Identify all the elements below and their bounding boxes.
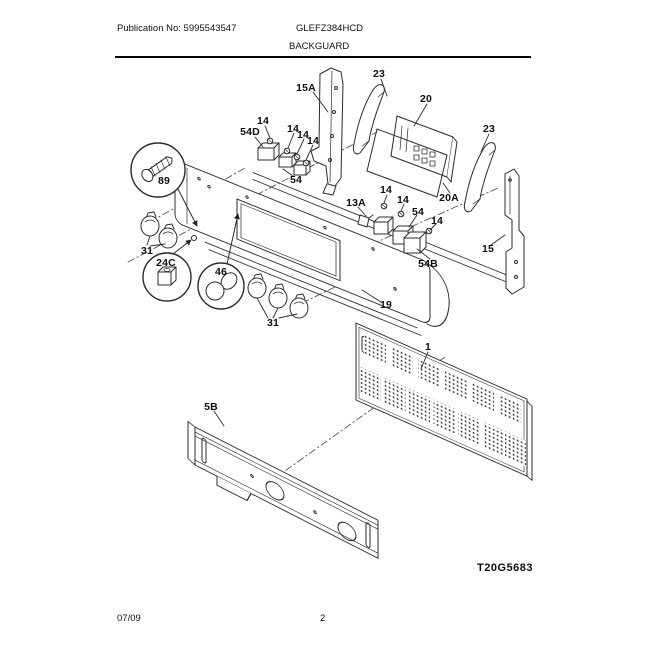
- part-label-14: 14: [379, 184, 393, 196]
- part-label-23: 23: [372, 68, 386, 80]
- part-label-54: 54: [289, 174, 303, 186]
- part-label-54d: 54D: [240, 126, 260, 138]
- bracket-23-left: [353, 85, 384, 154]
- knob-group-bottom: [248, 274, 308, 318]
- part-label-5b: 5B: [204, 401, 218, 413]
- part-label-14: 14: [306, 135, 320, 147]
- control-board-20: [391, 116, 457, 182]
- part-label-31: 31: [140, 245, 154, 257]
- rear-vent-panel-1: [356, 323, 532, 480]
- footer-page-number: 2: [320, 613, 326, 624]
- part-label-13a: 13A: [346, 197, 366, 209]
- part-label-24c: 24C: [156, 257, 176, 269]
- part-label-14: 14: [256, 115, 270, 127]
- part-label-14: 14: [286, 123, 300, 135]
- part-label-14: 14: [296, 129, 310, 141]
- side-panel-15: [505, 169, 524, 294]
- part-label-14: 14: [396, 194, 410, 206]
- part-label-15: 15: [481, 243, 495, 255]
- part-label-20a: 20A: [439, 192, 459, 204]
- part-label-46: 46: [214, 266, 228, 278]
- bracket-23-right: [464, 143, 495, 212]
- part-label-54: 54: [411, 206, 425, 218]
- part-label-1: 1: [424, 341, 432, 353]
- part-label-14: 14: [430, 215, 444, 227]
- section-title: BACKGUARD: [289, 41, 350, 52]
- part-label-19: 19: [379, 299, 393, 311]
- footer-date: 07/09: [117, 613, 141, 624]
- part-label-15a: 15A: [296, 82, 316, 94]
- lower-panel-5b: [188, 421, 378, 567]
- part-label-23: 23: [482, 123, 496, 135]
- publication-number: Publication No: 5995543547: [117, 23, 237, 34]
- model-number: GLEFZ384HCD: [296, 23, 364, 34]
- control-panel-console: [175, 141, 509, 371]
- diagram-code: T20G5683: [477, 562, 533, 574]
- part-label-31: 31: [266, 317, 280, 329]
- part-label-54b: 54B: [418, 258, 438, 270]
- part-label-20: 20: [419, 93, 433, 105]
- part-label-89: 89: [157, 175, 171, 187]
